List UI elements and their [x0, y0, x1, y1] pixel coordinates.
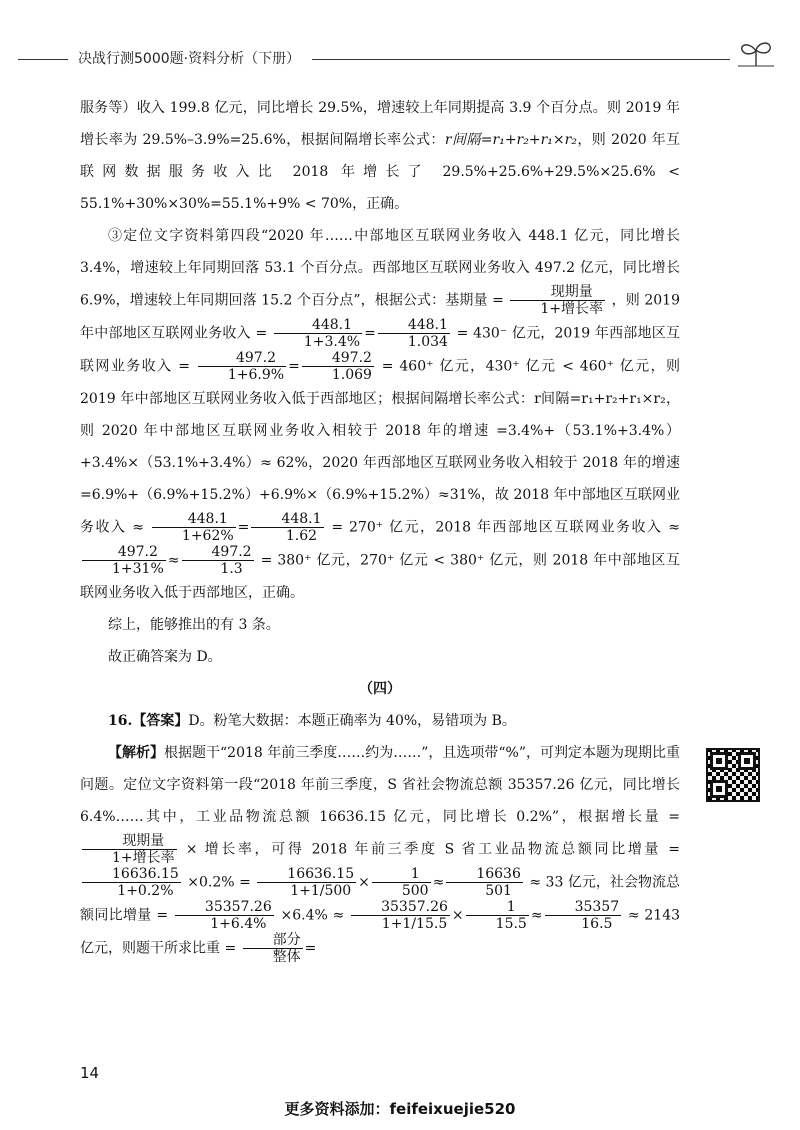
- answer-label: 16.【答案】: [108, 713, 189, 729]
- interval-growth-formula: r间隔=r₁+r₂+r₁×r₂: [444, 132, 577, 148]
- footer-note: 更多资料添加：feifeixuejie520: [284, 1100, 516, 1118]
- analysis-text-c: ×0.2% =: [187, 874, 251, 891]
- fraction-g8: $\frac{1}{15.5}$: [466, 899, 529, 932]
- fraction-g9: $\frac{35357}{16.5}$: [545, 899, 622, 932]
- analysis-text-g: =: [304, 940, 317, 957]
- fraction-8: $\frac{497.2}{1.3}$: [182, 544, 254, 577]
- fraction-g2: $\frac{16636.15}{1+0.2\%}$: [82, 866, 181, 899]
- page-content: [80, 92, 680, 965]
- analysis-text-a: 根据题干“2018 年前三季度……约为……”，且选项带“%”，可判定本题为现期比重问题。定位文字资料第一段“2018 年前三季度，S 省社会物流总额 35357.26 亿元，同比增长 6.4%……其中，工业品物流总额 16636.15 亿元，同比增长 0.2%”，根据增长量 =: [80, 745, 681, 825]
- analysis-paragraph: 【解析】根据题干“2018 年前三季度……约为……”，且选项带“%”，可判定本题为现期比重问题。定位文字资料第一段“2018 年前三季度，S 省社会物流总额 35357.26 亿元，同比增长 6.4%……其中，工业品物流总额 16636.15 亿元，同比增长 0.2%”，根据增长量 = $\frac{\text{现期量}}{\text{1+增长率}}$ × 增长率，可得 2018 年前三季度 S 省工业品物流总额同比增量 = $\frac{16636.15}{1+0.2\%}$ ×0.2% = $\frac{16636.15}{1+1/500}$ × $\frac{1}{500}$ ≈ $\frac{16636}{501}$ ≈ 33 亿元，社会物流总额同比增量 = $\frac{35357.26}{1+6.4\%}$ ×6.4% ≈ $\frac{35357.26}{1+1/15.5}$ × $\frac{1}{15.5}$ ≈ $\frac{35357}{16.5}$ ≈ 2143 亿元，则题干所求比重 = $\frac{\text{部分}}{\text{整体}}$ =: [80, 745, 681, 965]
- p2-text-b: ，则 2019 年中部地区互联网业务收入 =: [80, 292, 680, 342]
- qr-code-icon[interactable]: [706, 748, 760, 802]
- answer-line: 故正确答案为 D。: [108, 649, 222, 665]
- fraction-5: $\frac{448.1}{1+62\%}$: [152, 511, 236, 544]
- header-title: 决战行测5000题·资料分析（下册）: [78, 51, 301, 67]
- summary-line: 综上，能够推出的有 3 条。: [108, 617, 280, 633]
- header-rule-right: [312, 59, 730, 60]
- p2-text-a: ③定位文字资料第四段“2020 年……中部地区互联网业务收入 448.1 亿元，同比增长 3.4%，增速较上年同期回落 53.1 个百分点。西部地区互联网业务收入 497.2 亿元，同比增长 6.9%，增速较上年同期回落 15.2 个百分点”，根据公式：基期量 =: [80, 228, 680, 309]
- analysis-text-d: ≈ 33 亿元，社会物流总额同比增量 =: [80, 874, 681, 924]
- fraction-3: $\frac{497.2}{1+6.9\%}$: [198, 350, 286, 383]
- p2-text-c: = 430⁻ 亿元，2019 年西部地区互联网业务收入 =: [80, 325, 680, 375]
- page-number: 14: [80, 1064, 100, 1082]
- fraction-g6: $\frac{35357.26}{1+6.4\%}$: [175, 899, 274, 932]
- p2-text-f: = 380⁺ 亿元，270⁺ 亿元 < 380⁺ 亿元，则 2018 年中部地区互联网业务收入低于西部地区，正确。: [80, 552, 680, 601]
- paragraph-1: [80, 92, 680, 220]
- fraction-7: $\frac{497.2}{1+31\%}$: [82, 544, 166, 577]
- answer-text: D。粉笔大数据：本题正确率为 40%，易错项为 B。: [188, 713, 516, 729]
- fraction-2: $\frac{448.1}{1.034}$: [378, 317, 450, 350]
- fraction-base: $\frac{\text{现期量}}{\text{1+增长率}}$: [510, 284, 605, 317]
- p1-rest: ，则 2020 年互联网数据服务收入比 2018 年增长了 29.5%+25.6%+29.5%×25.6% < 55.1%+30%×30%=55.1%+9% < 70%，正确。: [80, 132, 680, 212]
- fraction-6: $\frac{448.1}{1.62}$: [251, 511, 323, 544]
- fraction-g10: $\frac{\text{部分}}{\text{整体}}$: [243, 932, 303, 965]
- question-16-answer: [80, 705, 680, 737]
- analysis-text-f: ≈ 2143 亿元，则题干所求比重 =: [80, 907, 681, 957]
- fraction-g1: $\frac{\text{现期量}}{\text{1+增长率}}$: [82, 833, 177, 866]
- fraction-g4: $\frac{1}{500}$: [372, 866, 431, 899]
- analysis-text-b: × 增长率，可得 2018 年前三季度 S 省工业品物流总额同比增量 =: [185, 841, 680, 858]
- page-header: [0, 44, 800, 74]
- fraction-4: $\frac{497.2}{1.069}$: [302, 350, 374, 383]
- fraction-g5: $\frac{16636}{501}$: [446, 866, 523, 899]
- fraction-1: $\frac{448.1}{1+3.4\%}$: [274, 317, 362, 350]
- analysis-label: 【解析】: [108, 745, 164, 761]
- p2-text-d: = 460⁺ 亿元，430⁺ 亿元 < 460⁺ 亿元，则 2019 年中部地区互联网业务收入低于西部地区；根据间隔增长率公式：r间隔=r₁+r₂+r₁×r₂，则 2020 年中部地区互联网业务收入相较于 2018 年的增速 =3.4%+（53.1%+3.4%）+3.4%×（53.1%+3.4%）≈ 62%，2020 年西部地区互联网业务收入相较于 2018 年的增速 =6.9%+（6.9%+15.2%）+6.9%×（6.9%+15.2%）≈31%，故 2018 年中部地区互联网业务收入 ≈: [80, 358, 680, 536]
- analysis-text-e: ×6.4% ≈: [280, 907, 345, 924]
- paragraph-2: ③定位文字资料第四段“2020 年……中部地区互联网业务收入 448.1 亿元，同比增长 3.4%，增速较上年同期回落 53.1 个百分点。西部地区互联网业务收入 497.2 亿元，同比增长 6.9%，增速较上年同期回落 15.2 个百分点”，根据公式：基期量 = $\frac{\text{现期量}}{\text{1+增长率}}$ ，则 2019 年中部地区互联网业务收入 = $\frac{448.1}{1+3.4\%}$ = $\frac{448.1}{1.034}$ = 430⁻ 亿元，2019 年西部地区互联网业务收入 = $\frac{497.2}{1+6.9\%}$ = $\frac{497.2}{1.069}$ = 460⁺ 亿元，430⁺ 亿元 < 460⁺ 亿元，则 2019 年中部地区互联网业务收入低于西部地区；根据间隔增长率公式：r间隔=r₁+r₂+r₁×r₂，则 2020 年中部地区互联网业务收入相较于 2018 年的增速 =3.4%+（53.1%+3.4%）+3.4%×（53.1%+3.4%）≈ 62%，2020 年西部地区互联网业务收入相较于 2018 年的增速 =6.9%+（6.9%+15.2%）+6.9%×（6.9%+15.2%）≈31%，故 2018 年中部地区互联网业务收入 ≈ $\frac{448.1}{1+62\%}$ = $\frac{448.1}{1.62}$ = 270⁺ 亿元，2018 年西部地区互联网业务收入 ≈ $\frac{497.2}{1+31\%}$ ≈ $\frac{497.2}{1.3}$ = 380⁺ 亿元，270⁺ 亿元 < 380⁺ 亿元，则 2018 年中部地区互联网业务收入低于西部地区，正确。: [80, 228, 680, 601]
- sprout-icon: [736, 38, 776, 68]
- p1-text: 服务等）收入 199.8 亿元，同比增长 29.5%，增速较上年同期提高 3.9 个百分点。则 2019 年增长率为 29.5%–3.9%=25.6%，根据间隔增长率公式：: [80, 100, 680, 148]
- fraction-g7: $\frac{35357.26}{1+1/15.5}$: [351, 899, 450, 932]
- fraction-g3: $\frac{16636.15}{1+1/500}$: [257, 866, 356, 899]
- header-rule-left: [18, 59, 68, 60]
- p2-text-e: = 270⁺ 亿元，2018 年西部地区互联网业务收入 ≈: [331, 519, 680, 536]
- section-heading: （四）: [359, 681, 401, 697]
